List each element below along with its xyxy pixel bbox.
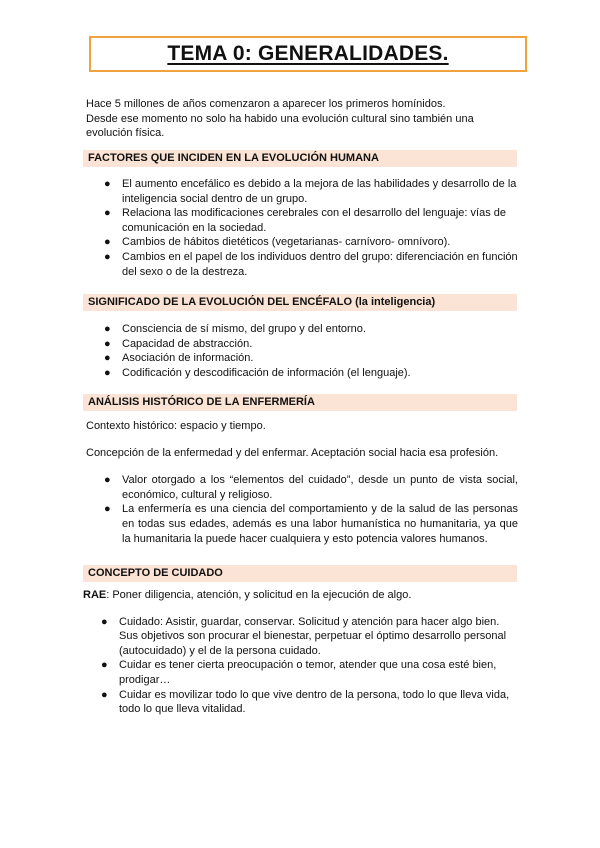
bullet-icon: ● [104,337,111,350]
list-item: ● Cuidar es movilizar todo lo que vive dentro de la persona, todo lo que lleva vida, todo lo que lleva vitalidad. [101,688,510,716]
bullet-icon: ● [104,503,111,516]
section-heading-analisis: ANÁLISIS HISTÓRICO DE LA ENFERMERÍA [83,394,517,411]
section-heading-factores: FACTORES QUE INCIDEN EN LA EVOLUCIÓN HUMANA [83,150,517,167]
intro-line: Desde ese momento no solo ha habido una evolución cultural sino también una [86,112,474,125]
list-item: ● La enfermería es una ciencia del comportamiento y de la salud de las personas en todas sus edades, además es una labor humanística no humanitaria, ya que la humanitaria la puede hacer cualquiera y esto potencia valores humanos. [104,503,518,545]
list-item: ● Relaciona las modificaciones cerebrales con el desarrollo del lenguaje: vías de comunicación en la sociedad. [104,207,506,234]
list-item: ● Cambios en el papel de los individuos dentro del grupo: diferenciación en función del sexo o de la destreza. [104,250,518,278]
list-item: ● Capacidad de abstracción. [104,337,253,350]
page-title: TEMA 0: GENERALIDADES. [167,42,449,65]
bullet-icon: ● [101,688,108,701]
bullet-icon: ● [104,366,111,379]
list-item: ● Codificación y descodificación de información (el lenguaje). [104,366,411,379]
list-item: ● Valor otorgado a los “elementos del cuidado”, desde un punto de vista social, económico, cultural y religioso. [104,474,518,501]
paragraph: Concepción de la enfermedad y del enfermar. Aceptación social hacia esa profesión. [86,446,499,459]
section-heading-significado: SIGNIFICADO DE LA EVOLUCIÓN DEL ENCÉFALO (la inteligencia) [83,294,517,311]
bullet-icon: ● [101,615,108,628]
rae-text: : Poner diligencia, atención, y solicitud en la ejecución de algo. [106,589,412,601]
section-body-factores [86,177,526,279]
section-body-significado [86,322,518,380]
bullet-icon: ● [104,236,111,249]
bullet-icon: ● [101,659,108,672]
intro-line: evolución física. [86,127,165,140]
intro-line: Hace 5 millones de años comenzaron a aparecer los primeros homínidos. [86,98,446,110]
bullet-icon: ● [104,207,111,220]
paragraph: Contexto histórico: espacio y tiempo. [86,420,266,432]
section-body-analisis [86,419,518,546]
list-item: ● Asociación de información. [104,352,254,365]
rae-label: RAE [83,589,107,601]
list-item: ● Consciencia de sí mismo, del grupo y del entorno. [104,323,366,335]
list-item: ● Cuidado: Asistir, guardar, conservar. Solicitud y atención para hacer algo bien. Sus objetivos son procurar el bienestar, perpetuar el óptimo desarrollo personal (autocuidado) y el de la persona cuidado. [101,615,507,657]
bullet-icon: ● [104,250,111,263]
bullet-icon: ● [104,352,111,365]
list-item: ● El aumento encefálico es debido a la mejora de las habilidades y desarrollo de la inteligencia social dentro de un grupo. [104,178,517,205]
intro-paragraph [86,97,518,141]
list-item: ● Cambios de hábitos dietéticos (vegetarianas- carnívoro- omnívoro). [104,236,451,249]
bullet-icon: ● [104,474,111,487]
bullet-icon: ● [104,178,111,190]
section-body-cuidado [83,588,521,717]
rae-definition [83,588,521,603]
list-item: ● Cuidar es tener cierta preocupación o temor, atender que una cosa esté bien, prodigar… [101,659,497,686]
bullet-icon: ● [104,323,111,335]
section-heading-cuidado: CONCEPTO DE CUIDADO [83,565,517,582]
title-box [89,36,527,72]
